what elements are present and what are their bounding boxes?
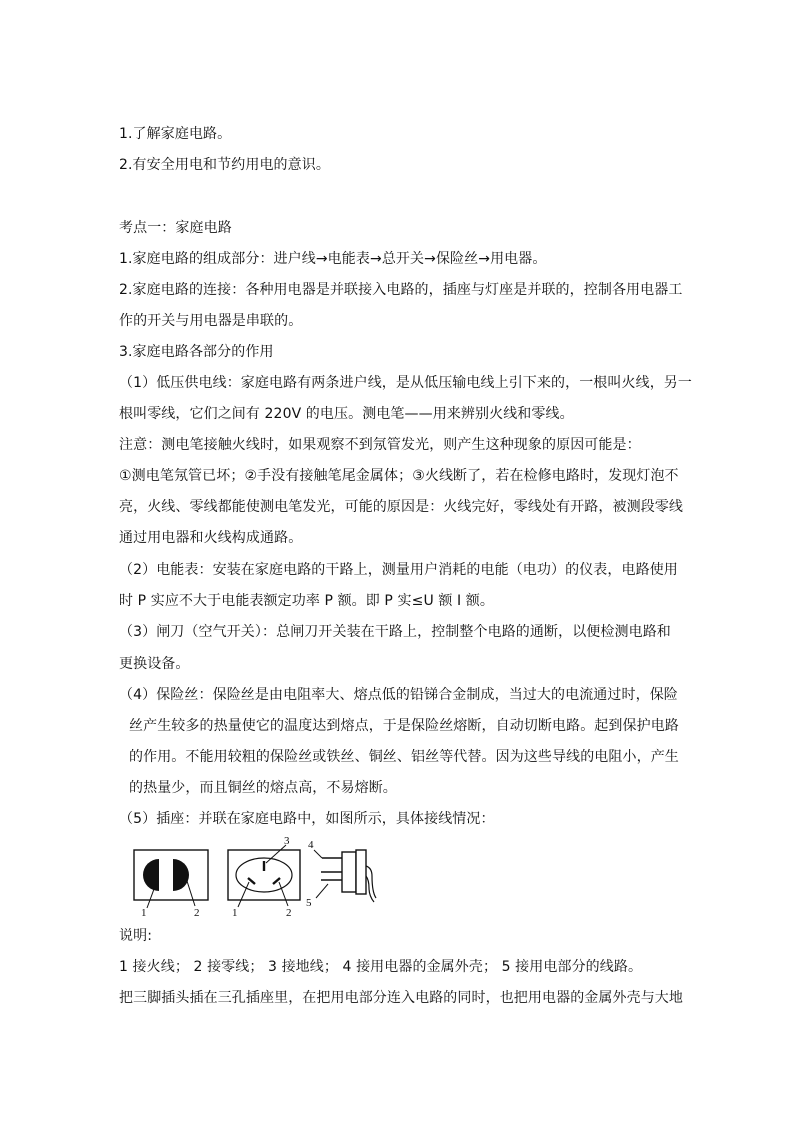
paragraph-line: 根叫零线，它们之间有 220V 的电压。测电笔——用来辨别火线和零线。 xyxy=(119,406,574,422)
leader-line xyxy=(316,884,328,898)
paragraph-line: 的热量少，而且铜丝的熔点高，不易熔断。 xyxy=(129,780,397,796)
leader-line xyxy=(238,882,249,907)
explanation-paragraph: 把三脚插头插在三孔插座里，在把用电部分连入电路的同时，也把用电器的金属外壳与大地 xyxy=(119,990,683,1006)
figure-label: 5 xyxy=(306,897,312,909)
paragraph-line: （4）保险丝：保险丝是由电阻率大、熔点低的铅锑合金制成，当过大的电流通过时，保险 xyxy=(119,687,678,703)
objective-2: 2.有安全用电和节约用电的意识。 xyxy=(119,157,330,173)
figure-label: 4 xyxy=(308,839,314,851)
explanation-legend: 1 接火线； 2 接零线； 3 接地线； 4 接用电器的金属外壳； 5 接用电部分的线路。 xyxy=(119,959,643,975)
plug-body-front xyxy=(342,852,356,892)
plug-cord xyxy=(366,866,376,898)
right-pin-hole xyxy=(173,859,189,891)
paragraph-line: 3.家庭电路各部分的作用 xyxy=(119,344,274,360)
paragraph-line: 1.家庭电路的组成部分：进户线→电能表→总开关→保险丝→用电器。 xyxy=(119,251,547,267)
paragraph-line: （2）电能表：安装在家庭电路的干路上，测量用户消耗的电能（电功）的仪表，电路使用 xyxy=(119,562,678,578)
paragraph-line: 2.家庭电路的连接：各种用电器是并联接入电路的，插座与灯座是并联的，控制各用电器工 xyxy=(119,282,683,298)
figure-label: 1 xyxy=(232,907,238,916)
figure-label: 2 xyxy=(194,907,200,916)
paragraph-line: 时 P 实应不大于电能表额定功率 P 额。即 P 实≤U 额 I 额。 xyxy=(119,593,494,609)
socket-figure xyxy=(128,836,388,916)
paragraph-line: （3）闸刀（空气开关）：总闸刀开关装在干路上，控制整个电路的通断，以便检测电路和 xyxy=(119,624,671,640)
figure-label: 3 xyxy=(284,836,290,847)
paragraph-line: 作的开关与用电器是串联的。 xyxy=(119,313,303,329)
left-pin-hole xyxy=(143,859,159,891)
leader-line xyxy=(187,881,195,906)
plug-body-back xyxy=(356,850,366,894)
note-line: 注意：测电笔接触火线时，如果观察不到氖管发光，则产生这种现象的原因可能是： xyxy=(119,437,641,453)
figure-label: 1 xyxy=(141,907,147,916)
objective-1: 1.了解家庭电路。 xyxy=(119,126,232,142)
figure-label: 2 xyxy=(286,907,292,916)
note-line: ①测电笔氖管已坏；②手没有接触笔尾金属体；③火线断了，若在检修电路时，发现灯泡不 xyxy=(119,468,679,484)
leader-line xyxy=(266,845,286,863)
paragraph-line: （5）插座：并联在家庭电路中，如图所示，具体接线情况： xyxy=(119,811,495,827)
paragraph-line: 的作用。不能用较粗的保险丝或铁丝、铜丝、铝丝等代替。因为这些导线的电阻小，产生 xyxy=(129,749,679,765)
paragraph-line: （1）低压供电线：家庭电路有两条进户线，是从低压输电线上引下来的，一根叫火线，另一 xyxy=(119,375,693,391)
note-line: 亮，火线、零线都能使测电笔发光，可能的原因是：火线完好，零线处有开路，被测段零线 xyxy=(119,499,683,515)
leader-line xyxy=(314,850,322,858)
socket-diagram xyxy=(128,836,388,916)
explanation-title: 说明: xyxy=(119,928,153,944)
section-title: 考点一：家庭电路 xyxy=(119,220,232,236)
paragraph-line: 更换设备。 xyxy=(119,656,190,672)
paragraph-line: 丝产生较多的热量使它的温度达到熔点，于是保险丝熔断，自动切断电路。起到保护电路 xyxy=(129,718,679,734)
note-line: 通过用电器和火线构成通路。 xyxy=(119,530,303,546)
